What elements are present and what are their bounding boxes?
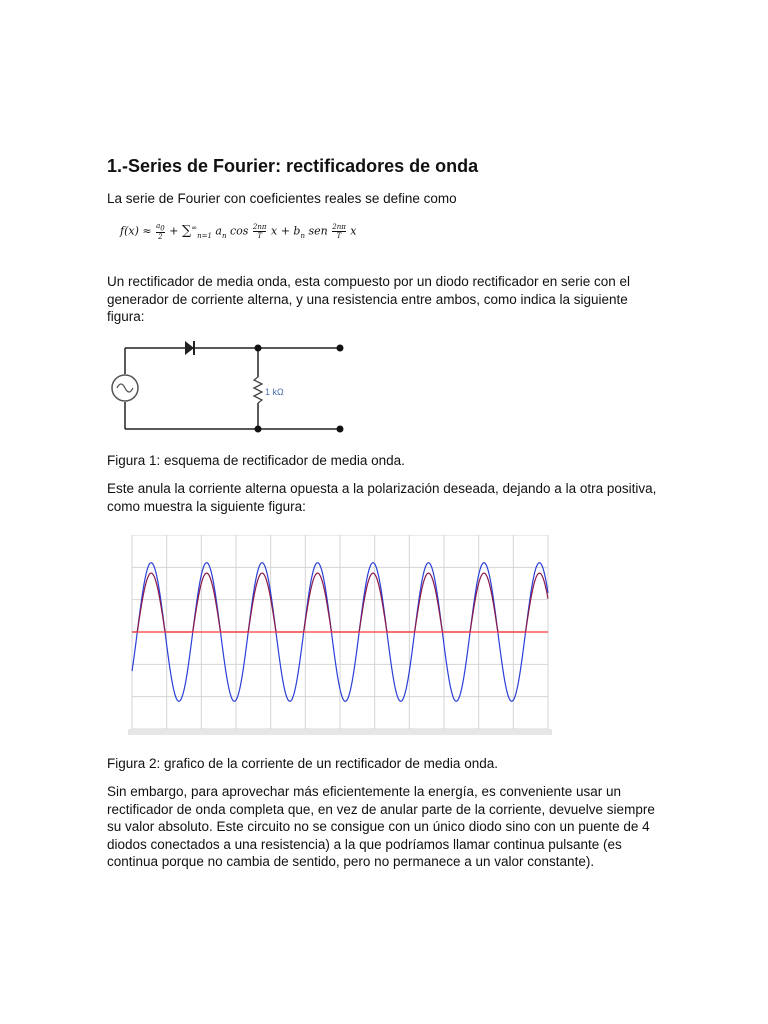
junction-dot-top [255, 345, 262, 352]
output-terminal-bottom [337, 426, 344, 433]
intro-paragraph: La serie de Fourier con coeficientes reales se define como [107, 191, 457, 206]
formula-lhs: f(x) ≈ [120, 224, 152, 238]
formula-bn-sub: n [300, 231, 305, 240]
formula-plus: + [169, 224, 179, 238]
output-terminal-top [337, 345, 344, 352]
formula-sen-arg: $\frac{2n\pi}{T}$ [332, 223, 346, 241]
formula-sen: sen [308, 224, 328, 238]
paragraph-rectification: Este anula la corriente alterna opuesta a la polarización deseada, dejando a la otra positiva, como muestra la siguiente figura: [107, 481, 657, 514]
current-waveform-chart [128, 535, 552, 735]
fourier-formula [120, 222, 357, 241]
formula-sum-symbol: ∑ [181, 223, 192, 239]
paragraph-full-wave: Sin embargo, para aprovechar más eficientemente la energía, es conveniente usar un rectificador de onda completa que, en vez de anular parte de la corriente, devuelve siempre su valor absoluto. Este circuito no se consigue con un único diodo sino con un puente de 4 diodos conectados a una resistencia) a la que podríamos llamar continua pulsante (es continua porque no cambia de sentido, pero no permanece a un valor constante). [107, 784, 655, 869]
figure1-caption: Figura 1: esquema de rectificador de media onda. [107, 453, 405, 468]
formula-cos: cos [229, 224, 249, 238]
formula-sum-upper: ∞ [191, 224, 198, 233]
junction-dot-bottom [255, 426, 262, 433]
page-title: 1.-Series de Fourier: rectificadores de onda [107, 156, 479, 176]
formula-cos-arg: $\frac{2n\pi}{T}$ [252, 223, 267, 241]
formula-x-2: x [350, 224, 357, 238]
formula-sum-lower: n=1 [197, 231, 212, 240]
half-wave-rectifier-circuit [108, 335, 358, 440]
paragraph-half-wave: Un rectificador de media onda, esta compuesto por un diodo rectificador en serie con el generador de corriente alterna, y una resistencia entre ambos, como indica la siguiente figura: [107, 274, 631, 324]
formula-bn: b [293, 224, 301, 238]
figure2-caption: Figura 2: grafico de la corriente de un rectificador de media onda. [107, 756, 498, 771]
diode-icon [185, 341, 194, 355]
formula-x: x [270, 224, 278, 238]
resistor-label: 1 kΩ [265, 387, 284, 397]
formula-an-sub: n [221, 231, 227, 240]
formula-plus-2: + [280, 224, 290, 238]
resistor-icon [254, 377, 262, 403]
formula-a0-fraction: $\frac{a_0}{2}$ [156, 222, 165, 242]
chart-bottom-band [128, 729, 552, 735]
formula-an: a [215, 224, 222, 238]
